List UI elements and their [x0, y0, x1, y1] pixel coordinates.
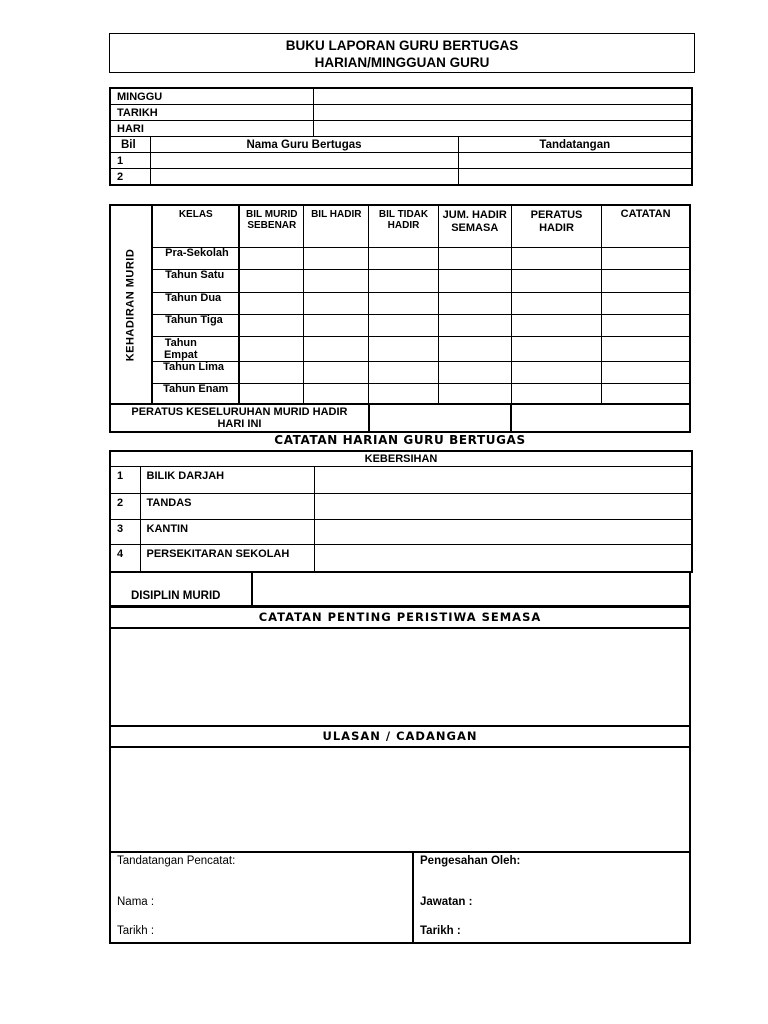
overall-notes-field[interactable] [511, 404, 690, 432]
hari-label: HARI [110, 121, 313, 137]
tandatangan-header: Tandatangan [458, 137, 692, 153]
kebersihan-header: KEBERSIHAN [110, 451, 692, 467]
cleanliness-table [109, 450, 693, 573]
class-label: Pra-Sekolah [152, 247, 239, 269]
nama-guru-header: Nama Guru Bertugas [150, 137, 458, 153]
cell[interactable] [438, 336, 511, 361]
signature-field[interactable] [458, 153, 692, 169]
cell[interactable] [438, 361, 511, 383]
cell[interactable] [239, 292, 303, 314]
disiplin-murid-label: DISIPLIN MURID [131, 590, 221, 602]
peristiwa-section [109, 606, 691, 727]
cell[interactable] [369, 336, 438, 361]
cell[interactable] [304, 336, 369, 361]
item-number: 3 [110, 520, 140, 545]
class-label: Tahun Dua [152, 292, 239, 314]
row-number: 2 [110, 169, 150, 186]
cell[interactable] [369, 361, 438, 383]
overall-percentage-label: PERATUS KESELURUHAN MURID HADIR HARI INI [110, 404, 369, 432]
ulasan-notes-field[interactable] [111, 748, 689, 851]
signature-section [109, 851, 691, 944]
kehadiran-murid-side [110, 205, 152, 404]
cell[interactable] [602, 292, 690, 314]
cell[interactable] [511, 336, 601, 361]
item-label: TANDAS [140, 494, 314, 520]
cell[interactable] [511, 383, 601, 404]
cell[interactable] [239, 247, 303, 269]
nama-label: Nama : [117, 896, 155, 908]
header-bil-tidak-hadir: BIL TIDAK HADIR [369, 205, 438, 247]
item-notes-field[interactable] [314, 467, 692, 494]
item-number: 2 [110, 494, 140, 520]
cell[interactable] [602, 247, 690, 269]
item-label: KANTIN [140, 520, 314, 545]
duty-teacher-table [109, 87, 693, 186]
signature-divider [412, 853, 414, 944]
cell[interactable] [511, 314, 601, 336]
minggu-field[interactable] [313, 88, 692, 105]
cell[interactable] [369, 314, 438, 336]
cell[interactable] [304, 314, 369, 336]
cell[interactable] [602, 383, 690, 404]
disiplin-notes-field[interactable] [253, 572, 689, 605]
cell[interactable] [511, 361, 601, 383]
item-number: 4 [110, 545, 140, 572]
hari-field[interactable] [313, 121, 692, 137]
header-catatan: CATATAN [602, 205, 690, 247]
kehadiran-murid-label: KEHADIRAN MURID [124, 248, 137, 361]
ulasan-section [109, 727, 691, 853]
tarikh-field[interactable] [313, 105, 692, 121]
tarikh-label: TARIKH [110, 105, 313, 121]
cell[interactable] [511, 269, 601, 292]
cell[interactable] [304, 383, 369, 404]
ulasan-title: ULASAN / CADANGAN [111, 727, 689, 748]
cell[interactable] [304, 247, 369, 269]
item-label: PERSEKITARAN SEKOLAH [140, 545, 314, 572]
cell[interactable] [511, 247, 601, 269]
cell[interactable] [304, 361, 369, 383]
class-label: Tahun Enam [152, 383, 239, 404]
pengesahan-label: Pengesahan Oleh: [420, 855, 521, 867]
disiplin-row [109, 572, 691, 607]
tandatangan-pencatat-label: Tandatangan Pencatat: [117, 855, 236, 867]
cell[interactable] [369, 247, 438, 269]
cell[interactable] [239, 361, 303, 383]
cell[interactable] [239, 269, 303, 292]
cell[interactable] [602, 336, 690, 361]
row-number: 1 [110, 153, 150, 169]
cell[interactable] [438, 292, 511, 314]
cell[interactable] [369, 269, 438, 292]
header-kelas: KELAS [152, 205, 239, 247]
overall-percentage-field[interactable] [369, 404, 511, 432]
minggu-label: MINGGU [110, 88, 313, 105]
cell[interactable] [369, 383, 438, 404]
cell[interactable] [239, 314, 303, 336]
header-peratus-hadir: PERATUS HADIR [511, 205, 601, 247]
cell[interactable] [304, 292, 369, 314]
item-notes-field[interactable] [314, 494, 692, 520]
cell[interactable] [438, 247, 511, 269]
item-number: 1 [110, 467, 140, 494]
teacher-name-field[interactable] [150, 169, 458, 186]
daily-notes-title: CATATAN HARIAN GURU BERTUGAS [274, 433, 526, 447]
peristiwa-notes-field[interactable] [111, 629, 689, 727]
item-notes-field[interactable] [314, 520, 692, 545]
attendance-table [109, 204, 691, 433]
cell[interactable] [438, 314, 511, 336]
teacher-name-field[interactable] [150, 153, 458, 169]
cell[interactable] [239, 336, 303, 361]
cell[interactable] [239, 383, 303, 404]
form-title-line2: HARIAN/MINGGUAN GURU [314, 55, 490, 70]
cell[interactable] [602, 314, 690, 336]
signature-field[interactable] [458, 169, 692, 186]
tarikh-right-label: Tarikh : [420, 925, 461, 937]
form-title-line1: BUKU LAPORAN GURU BERTUGAS [285, 38, 519, 53]
item-notes-field[interactable] [314, 545, 692, 572]
jawatan-label: Jawatan : [420, 896, 473, 908]
cell[interactable] [511, 292, 601, 314]
item-label: BILIK DARJAH [140, 467, 314, 494]
cell[interactable] [438, 269, 511, 292]
class-label: Tahun Tiga [152, 314, 239, 336]
cell[interactable] [304, 269, 369, 292]
class-label: Tahun Lima [152, 361, 239, 383]
cell[interactable] [602, 269, 690, 292]
header-jum-hadir-semasa: JUM. HADIR SEMASA [438, 205, 511, 247]
class-label: Tahun Empat [152, 336, 239, 361]
class-label: Tahun Satu [152, 269, 239, 292]
form-title-box [109, 33, 695, 73]
cell[interactable] [602, 361, 690, 383]
cell[interactable] [438, 383, 511, 404]
bil-header: Bil [110, 137, 150, 153]
tarikh-left-label: Tarikh : [117, 925, 155, 937]
cell[interactable] [369, 292, 438, 314]
peristiwa-title: CATATAN PENTING PERISTIWA SEMASA [111, 608, 689, 629]
header-bil-hadir: BIL HADIR [304, 205, 369, 247]
header-bil-murid-sebenar: BIL MURID SEBENAR [239, 205, 303, 247]
